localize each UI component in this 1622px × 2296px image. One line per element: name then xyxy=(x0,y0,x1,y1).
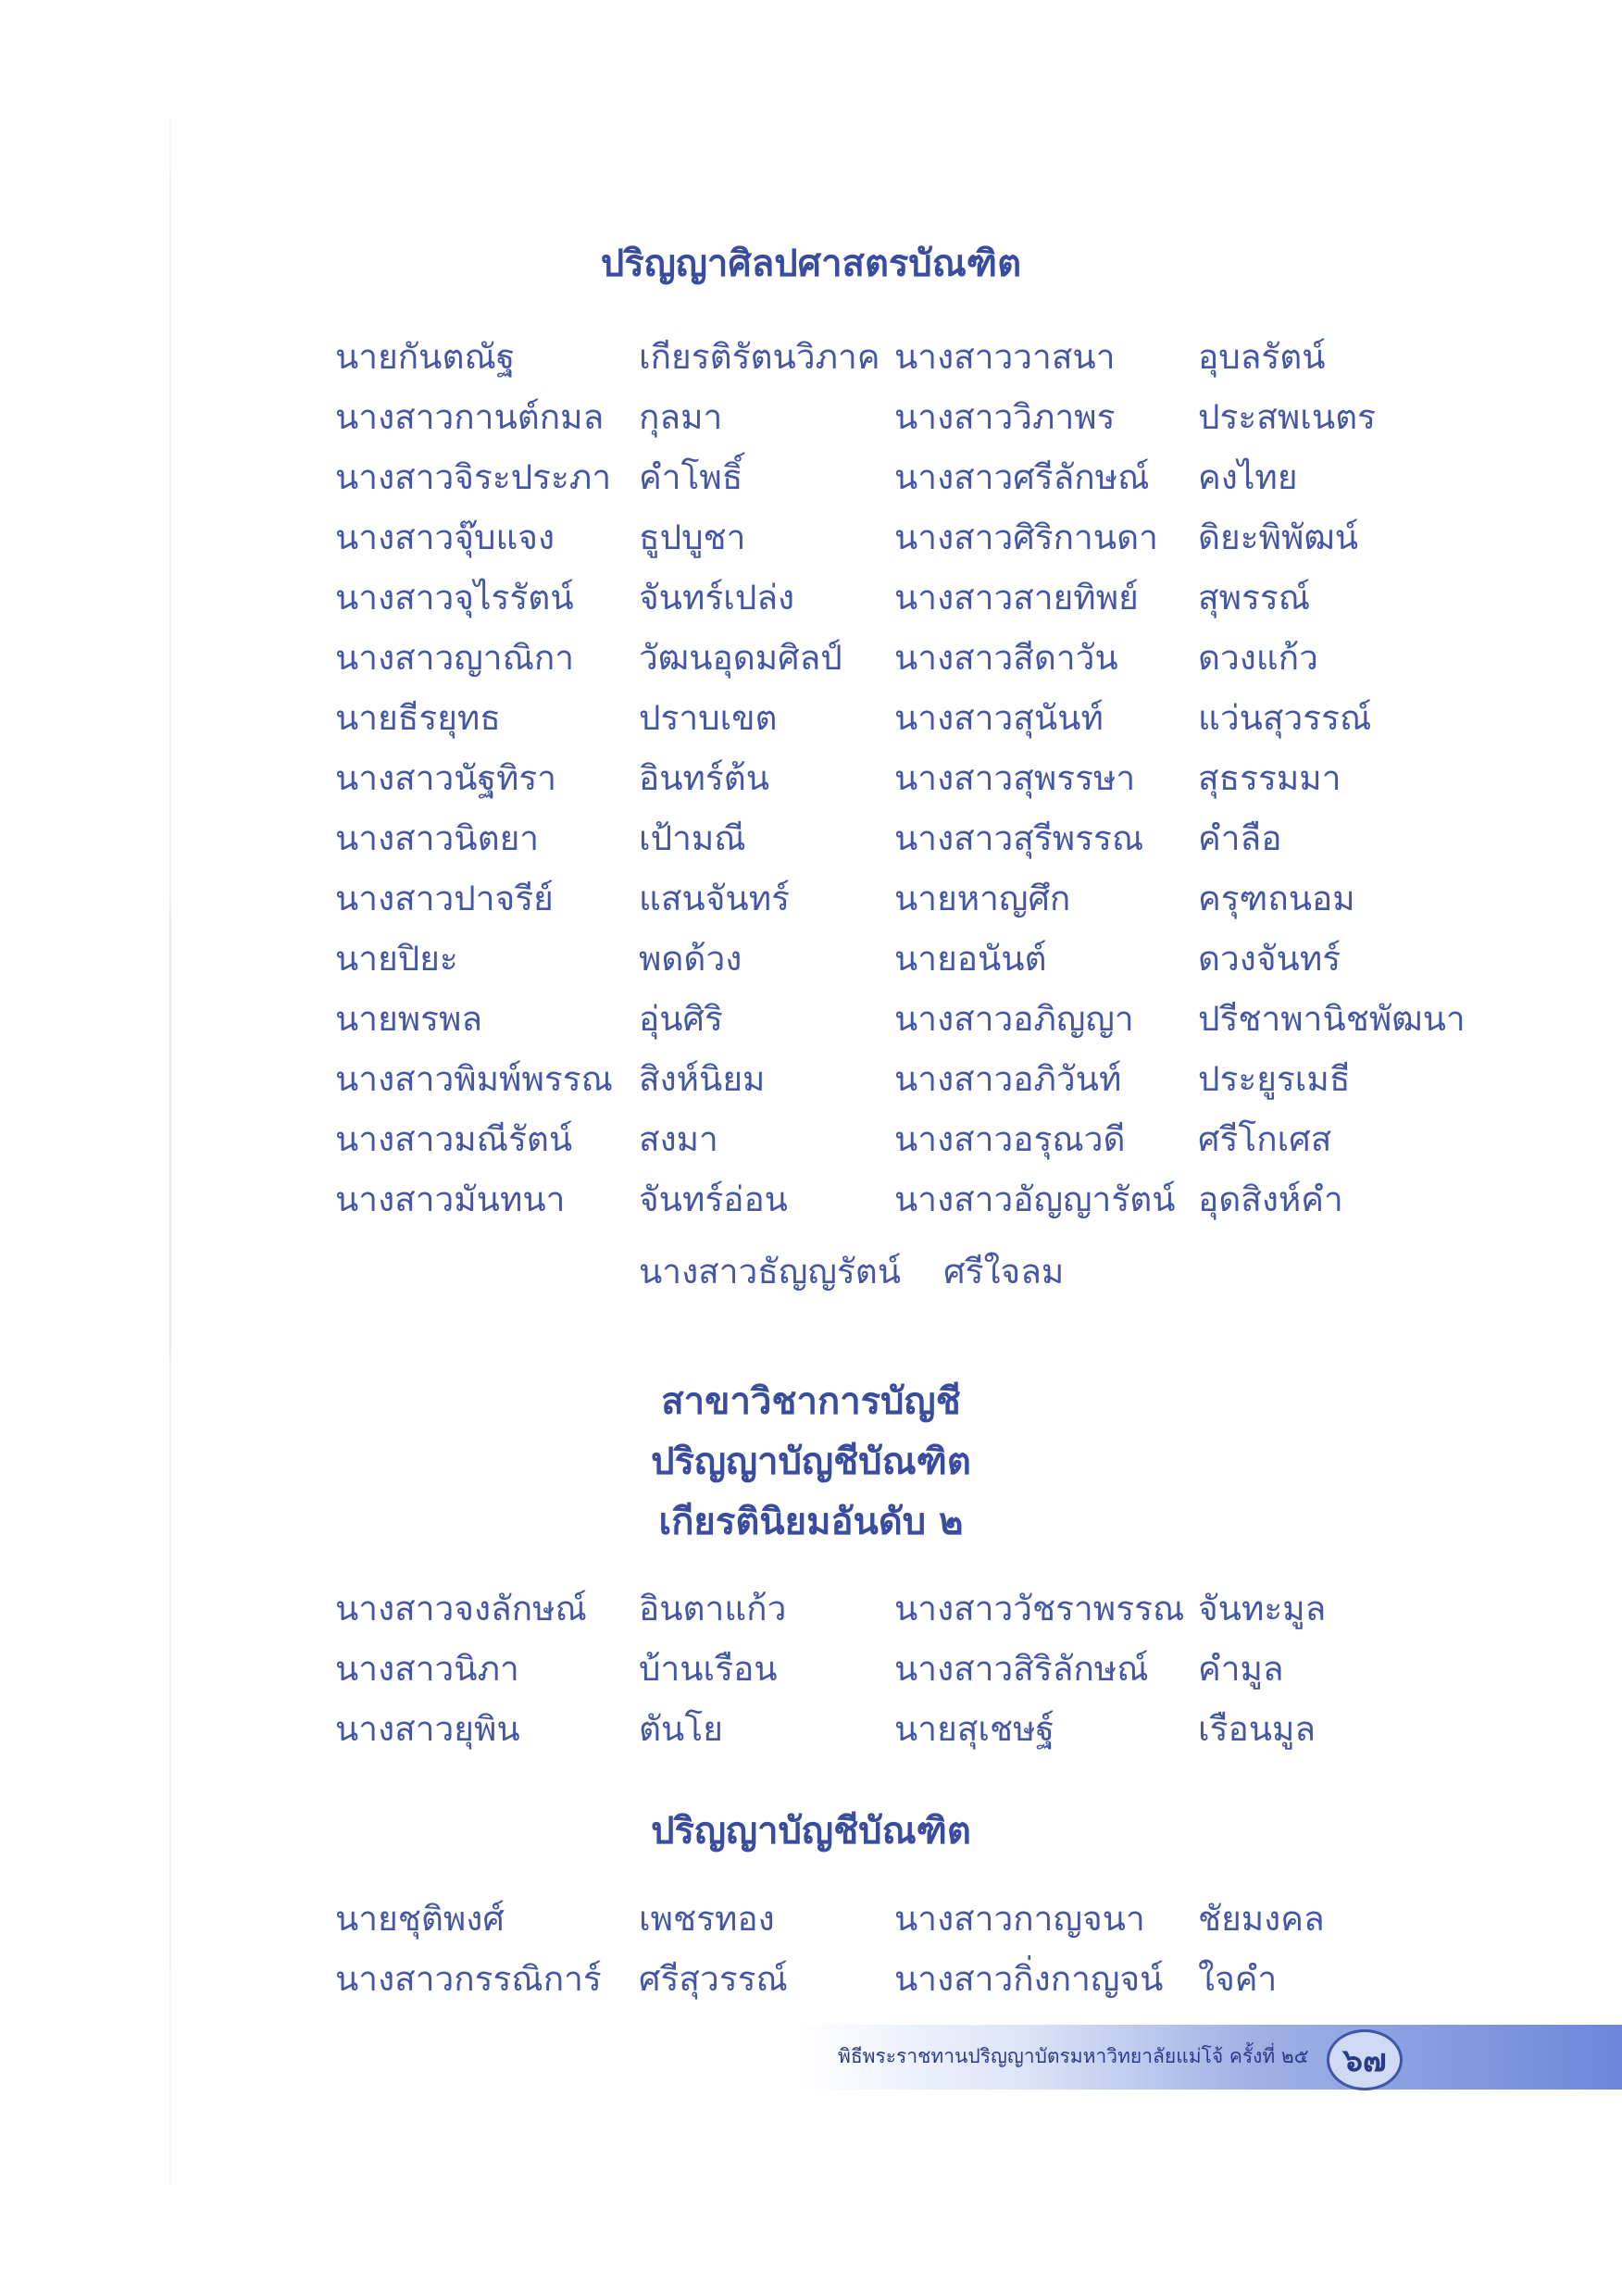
graduate-given-name: นางสาววาสนา xyxy=(894,337,1116,377)
footer-ceremony-text: พิธีพระราชทานปริญญาบัตรมหาวิทยาลัยแม่โจ้ ครั้งที่ ๒๕ xyxy=(838,2045,1309,2067)
graduate-surname: จันทะมูล xyxy=(1198,1589,1327,1628)
graduate-given-name: นางสาวกิ่งกาญจน์ xyxy=(894,1959,1164,1999)
graduate-surname: ชัยมงคล xyxy=(1198,1899,1325,1939)
graduate-given-name: นางสาวธัญญรัตน์ xyxy=(639,1252,902,1292)
graduate-given-name: นายธีรยุทธ xyxy=(335,698,501,738)
graduate-surname: เป้ามณี xyxy=(639,818,746,858)
graduate-given-name: นางสาวศิริกานดา xyxy=(894,518,1158,557)
graduate-surname: เกียรติรัตนวิภาค xyxy=(639,337,880,377)
graduate-surname: ปรีชาพานิชพัฒนา xyxy=(1198,999,1466,1039)
graduate-given-name: นางสาวอภิญญา xyxy=(894,999,1134,1039)
accounting-major-title: สาขาวิชาการบัญชี xyxy=(661,1379,961,1423)
graduate-surname: แว่นสุวรรณ์ xyxy=(1198,698,1372,738)
graduate-surname: อุดสิงห์คำ xyxy=(1198,1179,1343,1219)
graduate-given-name: นางสาวมันทนา xyxy=(335,1179,566,1219)
graduate-given-name: นางสาวสีดาวัน xyxy=(894,638,1118,678)
graduate-given-name: นายกันตณัฐ xyxy=(335,337,516,377)
arts-last-graduate xyxy=(639,1242,1064,1302)
graduate-surname: ดวงแก้ว xyxy=(1198,638,1318,678)
graduate-surname: แสนจันทร์ xyxy=(639,879,790,918)
graduate-surname: ศรีสุวรรณ์ xyxy=(639,1959,788,1999)
graduate-surname: จันทร์อ่อน xyxy=(639,1179,788,1219)
graduate-given-name: นายพรพล xyxy=(335,999,483,1039)
graduate-given-name: นางสาวกานต์กมล xyxy=(335,397,605,437)
graduate-surname: ศรีโกเศส xyxy=(1198,1119,1332,1159)
graduate-surname: เพชรทอง xyxy=(639,1899,775,1939)
graduate-given-name: นางสาวยุพิน xyxy=(335,1709,520,1749)
accounting-degree-title: ปริญญาบัญชีบัณฑิต xyxy=(651,1440,971,1483)
graduate-surname: วัฒนอุดมศิลป์ xyxy=(639,638,842,678)
graduate-given-name: นายปิยะ xyxy=(335,939,458,979)
graduate-surname: ปราบเขต xyxy=(639,698,778,738)
graduate-surname: คงไทย xyxy=(1198,457,1298,497)
graduate-given-name: นางสาวสุพรรษา xyxy=(894,758,1136,798)
graduate-given-name: นายชุติพงศ์ xyxy=(335,1899,505,1939)
graduate-surname: ประสพเนตร xyxy=(1198,397,1377,437)
graduate-given-name: นางสาวญาณิกา xyxy=(335,638,575,678)
graduate-surname: อินตาแก้ว xyxy=(639,1589,787,1628)
arts-name-list xyxy=(335,327,1466,1229)
graduate-surname: คำโพธิ์ xyxy=(639,457,743,497)
scan-edge-shadow xyxy=(169,120,171,2185)
graduate-surname: พดด้วง xyxy=(639,939,742,979)
graduate-given-name: นางสาวอัญญารัตน์ xyxy=(894,1179,1176,1219)
graduate-given-name: นางสาวอรุณวดี xyxy=(894,1119,1126,1159)
graduate-given-name: นายหาญศึก xyxy=(894,879,1071,918)
graduate-given-name: นางสาวอภิวันท์ xyxy=(894,1059,1122,1099)
graduate-surname: สงมา xyxy=(639,1119,718,1159)
graduate-given-name: นายสุเชษฐ์ xyxy=(894,1709,1054,1749)
graduate-surname: สุธรรมมา xyxy=(1198,758,1341,798)
graduate-surname: ครุฑถนอม xyxy=(1198,879,1355,918)
graduate-given-name: นางสาวพิมพ์พรรณ xyxy=(335,1059,613,1099)
page-number: ๖๗ xyxy=(1342,2042,1387,2079)
graduate-given-name: นางสาวจุไรรัตน์ xyxy=(335,578,574,618)
graduate-surname: สุพรรณ์ xyxy=(1198,578,1311,618)
graduate-given-name: นายอนันต์ xyxy=(894,939,1047,979)
graduate-surname: เรือนมูล xyxy=(1198,1709,1316,1749)
accounting-degree-title-2: ปริญญาบัญชีบัณฑิต xyxy=(651,1809,971,1853)
graduate-given-name: นางสาวกรรณิการ์ xyxy=(335,1959,602,1999)
graduate-given-name: นางสาวจุ๊บแจง xyxy=(335,518,555,557)
arts-degree-title: ปริญญาศิลปศาสตรบัณฑิต xyxy=(600,242,1022,285)
graduate-surname: ใจคำ xyxy=(1198,1959,1278,1999)
page-number-badge xyxy=(1327,2029,1403,2090)
graduate-surname: คำลือ xyxy=(1198,818,1282,858)
graduate-surname: สิงห์นิยม xyxy=(639,1059,766,1099)
graduate-given-name: นางสาวจงลักษณ์ xyxy=(335,1589,587,1628)
graduate-surname: กุลมา xyxy=(639,397,723,437)
honors-title: เกียรตินิยมอันดับ ๒ xyxy=(658,1500,964,1543)
graduate-surname: จันทร์เปล่ง xyxy=(639,578,795,618)
accounting-name-list xyxy=(335,1889,1439,2009)
graduate-given-name: นางสาวนิภา xyxy=(335,1649,519,1689)
graduate-given-name: นางสาวศรีลักษณ์ xyxy=(894,457,1150,497)
graduate-surname: อุ่นศิริ xyxy=(639,999,723,1039)
graduate-given-name: นางสาวนัฐทิรา xyxy=(335,758,557,798)
accounting-honors-list xyxy=(335,1578,1439,1759)
graduate-given-name: นางสาวสุนันท์ xyxy=(894,698,1104,738)
graduate-given-name: นางสาวสายทิพย์ xyxy=(894,578,1139,618)
graduate-surname: ศรีใจลม xyxy=(943,1252,1065,1292)
graduate-surname: ประยูรเมธี xyxy=(1198,1059,1351,1099)
graduate-surname: ตันโย xyxy=(639,1709,723,1749)
graduate-surname: ธูปบูชา xyxy=(639,518,746,557)
graduate-given-name: นางสาวสิริลักษณ์ xyxy=(894,1649,1149,1689)
graduate-given-name: นางสาวมณีรัตน์ xyxy=(335,1119,573,1159)
graduate-given-name: นางสาวนิตยา xyxy=(335,818,540,858)
graduate-surname: อินทร์ต้น xyxy=(639,758,770,798)
graduate-surname: ดิยะพิพัฒน์ xyxy=(1198,518,1359,557)
graduate-surname: อุบลรัตน์ xyxy=(1198,337,1326,377)
graduate-given-name: นางสาววัชราพรรณ xyxy=(894,1589,1185,1628)
graduate-given-name: นางสาวปาจรีย์ xyxy=(335,879,554,918)
graduate-surname: ดวงจันทร์ xyxy=(1198,939,1341,979)
graduate-given-name: นางสาวสุรีพรรณ xyxy=(894,818,1144,858)
graduate-surname: บ้านเรือน xyxy=(639,1649,778,1689)
graduate-surname: คำมูล xyxy=(1198,1649,1284,1689)
graduate-given-name: นางสาวจิระประภา xyxy=(335,457,612,497)
graduate-given-name: นางสาวกาญจนา xyxy=(894,1899,1145,1939)
graduate-given-name: นางสาววิภาพร xyxy=(894,397,1116,437)
